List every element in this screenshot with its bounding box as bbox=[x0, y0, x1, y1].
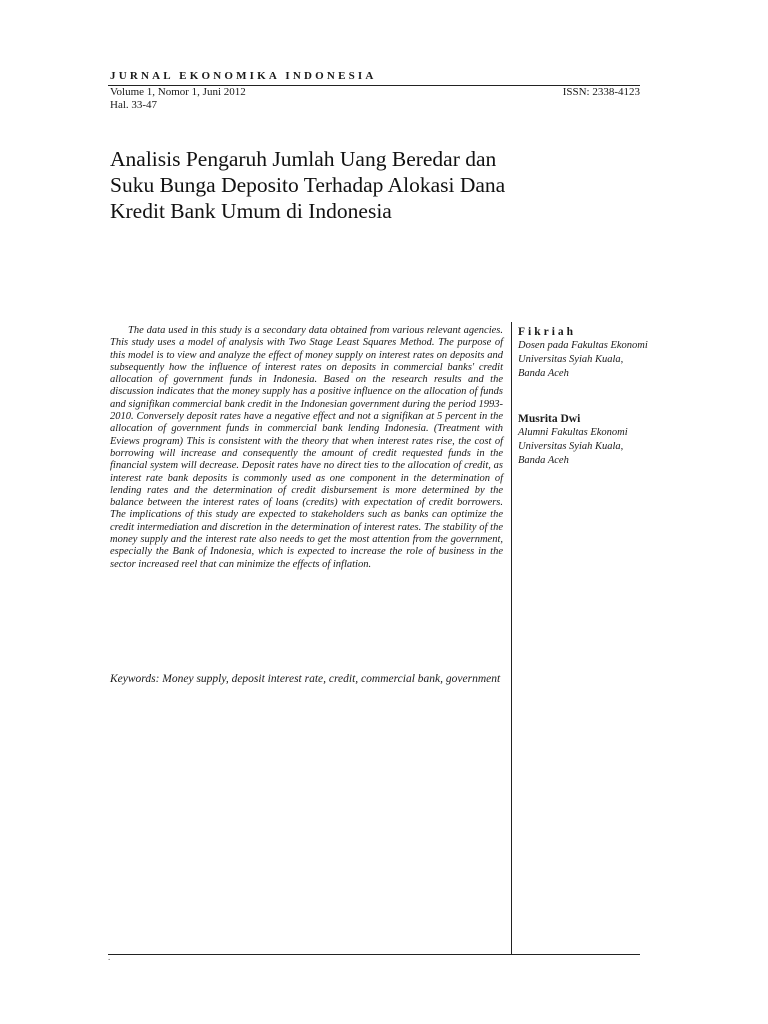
author-affiliation: Banda Aceh bbox=[518, 368, 569, 379]
footer-mark: . bbox=[108, 952, 111, 962]
author-affiliation: Dosen pada Fakultas Ekonomi bbox=[518, 340, 648, 351]
volume-info: Volume 1, Nomor 1, Juni 2012 bbox=[110, 86, 246, 98]
page-range: Hal. 33-47 bbox=[110, 99, 158, 111]
author-affiliation: Banda Aceh bbox=[518, 455, 569, 466]
abstract: The data used in this study is a secondary data obtained from various relevant agencies. This study uses a model of analysis with Two Stage Least Squares Method. The purpose of this model is to view and analyze the effect of money supply on interest rates on deposits and subsequently how the influence of interest rates on deposits in commercial banks' credit allocation of government funds in Indonesia. Based on the research results and the discussion indicates that the money supply has a positive influence on the allocation of funds and signifikan commercial bank credit in the Indonesian government during the period 1993-2010. Conversely deposit rates have a negative effect and not a signifikan at 5 percent in the allocation of government funds in commercial bank lending Indonesia. (Treatment with Eviews program) This is consistent with the theory that when interest rates rise, the cost of borrowing will increase and consequently the amount of credit requested funds in the financial system will decrease. Deposit rates have no direct ties to the allocation of credit, as interest rate bank deposits is commonly used as one component in the determination of lending rates and the determination of credit disbursement is more determined by the balance between the interest rates of loans (credits) with expectation of credit borrowers. The implications of this study are expected to stakeholders such as banks can optimize the credit intermediation and discretion in the determination of interest rates. The stability of the money supply and the interest rate also needs to get the most attention from the government, especially the Bank of Indonesia, which is expected to increase the role of business in the sector increased reel that can minimize the effects of inflation. bbox=[110, 325, 503, 570]
author-name: Fikriah bbox=[518, 326, 577, 338]
author-affiliation: Universitas Syiah Kuala, bbox=[518, 354, 624, 365]
footer-rule bbox=[108, 954, 640, 955]
author-block bbox=[518, 325, 648, 381]
title-line: Analisis Pengaruh Jumlah Uang Beredar dan bbox=[110, 147, 497, 171]
title-line: Kredit Bank Umum di Indonesia bbox=[110, 199, 392, 223]
keywords: Keywords: Money supply, deposit interest rate, credit, commercial bank, government bbox=[110, 673, 501, 685]
author-block bbox=[518, 412, 640, 468]
title-line: Suku Bunga Deposito Terhadap Alokasi Dana bbox=[110, 173, 506, 197]
author-affiliation: Alumni Fakultas Ekonomi bbox=[518, 427, 628, 438]
author-name: Musrita Dwi bbox=[518, 413, 581, 425]
issn: ISSN: 2338-4123 bbox=[562, 86, 640, 98]
column-divider bbox=[511, 322, 512, 955]
author-affiliation: Universitas Syiah Kuala, bbox=[518, 441, 624, 452]
journal-name: JURNAL EKONOMIKA INDONESIA bbox=[110, 70, 377, 82]
paper-title bbox=[110, 146, 630, 224]
